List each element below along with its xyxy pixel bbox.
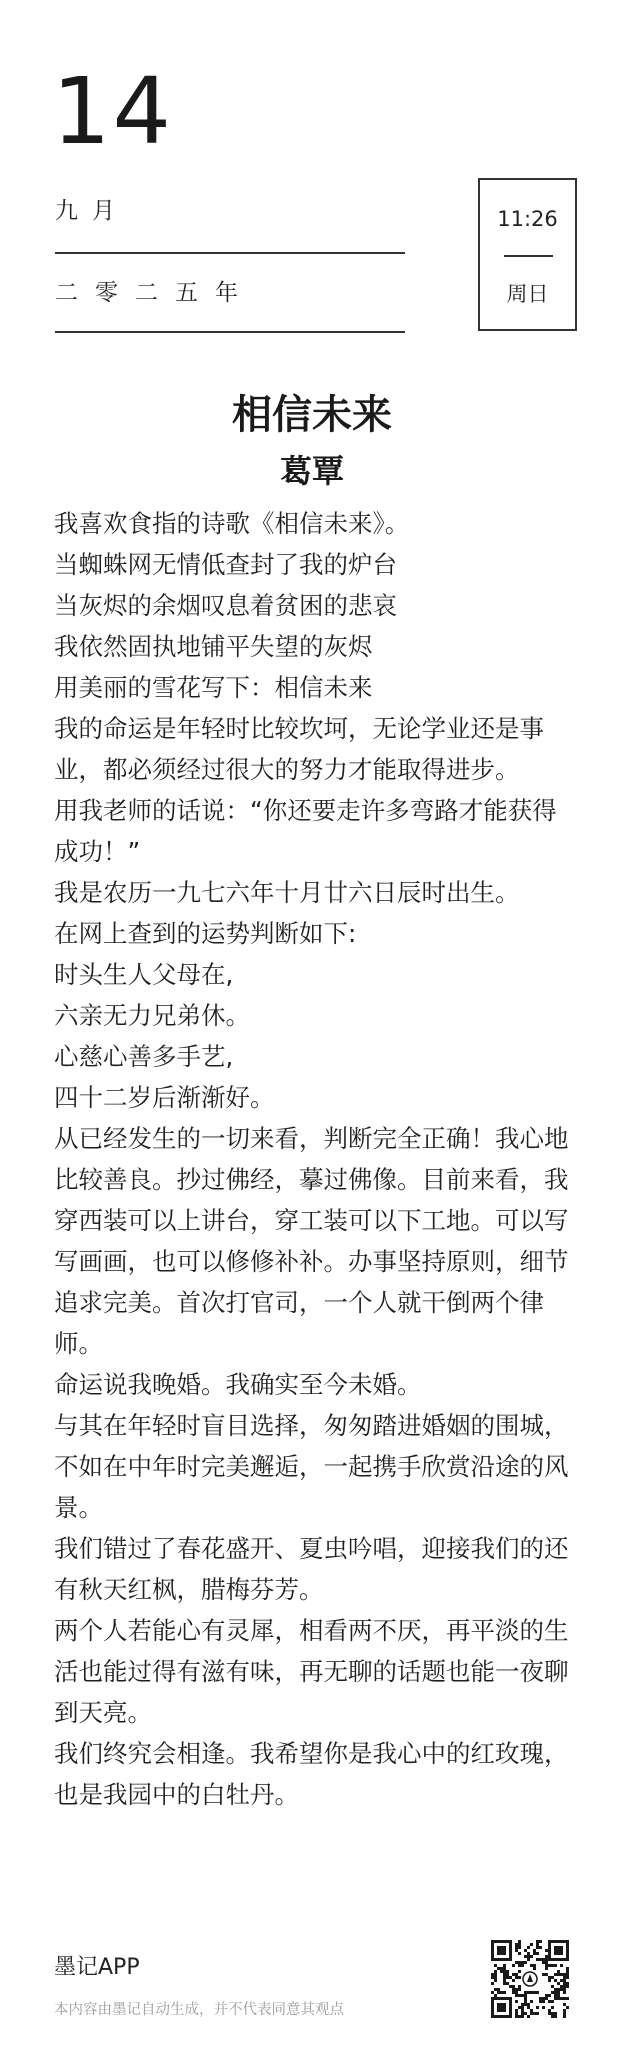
paragraph: 我依然固执地铺平失望的灰烬 <box>54 632 373 661</box>
year-label: 二零二五年 <box>55 280 255 306</box>
paragraph: 用我老师的话说：“你还要走许多弯路才能获得成功！” <box>54 796 557 866</box>
divider <box>55 252 405 254</box>
paragraph: 时头生人父母在, <box>54 960 234 989</box>
paragraph: 四十二岁后渐渐好。 <box>54 1083 275 1112</box>
paragraph: 六亲无力兄弟休。 <box>54 1001 250 1030</box>
paragraph: 当蜘蛛网无情低查封了我的炉台 <box>54 550 397 579</box>
paragraph: 我喜欢食指的诗歌《相信未来》。 <box>54 509 410 538</box>
time-box <box>478 178 577 331</box>
divider <box>55 331 405 333</box>
time-divider <box>504 255 553 257</box>
paragraph: 从已经发生的一切来看，判断完全正确！我心地比较善良。抄过佛经，摹过佛像。目前来看，我穿西装可以上讲台，穿工装可以下工地。可以写写画画，也可以修修补补。办事坚持原则，细节追求完美。首次打官司，一个人就干倒两个律师。 <box>54 1124 569 1358</box>
paragraph: 我的命运是年轻时比较坎坷，无论学业还是事业，都必须经过很大的努力才能取得进步。 <box>54 714 544 784</box>
paragraph: 命运说我晚婚。我确实至今未婚。 <box>54 1370 422 1399</box>
article-title: 相信未来 <box>232 392 392 438</box>
brand-label: 墨记APP <box>54 1955 140 1980</box>
paragraph: 我们终究会相逢。我希望你是我心中的红玫瑰，也是我园中的白牡丹。 <box>54 1739 569 1809</box>
paragraph: 心慈心善多手艺, <box>54 1042 234 1071</box>
paragraph: 我是农历一九七六年十月廿六日辰时出生。 <box>54 878 520 907</box>
article-body <box>54 503 574 1815</box>
article-author: 葛覃 <box>279 452 344 490</box>
paragraph: 用美丽的雪花写下：相信未来 <box>54 673 373 702</box>
paragraph: 在网上查到的运势判断如下: <box>54 919 357 948</box>
time-label: 11:26 <box>497 207 558 231</box>
qr-code-icon[interactable] <box>488 1937 572 2021</box>
month-label: 九月 <box>55 198 129 224</box>
weekday-label: 周日 <box>506 282 549 306</box>
paragraph: 两个人若能心有灵犀，相看两不厌，再平淡的生活也能过得有滋有味，再无聊的话题也能一夜聊到天亮。 <box>54 1616 569 1727</box>
paragraph: 当灰烬的余烟叹息着贫困的悲哀 <box>54 591 397 620</box>
disclaimer-text: 本内容由墨记自动生成，并不代表同意其观点 <box>54 2002 344 2018</box>
paragraph: 与其在年轻时盲目选择，匆匆踏进婚姻的围城，不如在中年时完美邂逅，一起携手欣赏沿途的风景。 <box>54 1411 569 1522</box>
day-number: 14 <box>52 58 174 165</box>
paragraph: 我们错过了春花盛开、夏虫吟唱，迎接我们的还有秋天红枫，腊梅芬芳。 <box>54 1534 569 1604</box>
